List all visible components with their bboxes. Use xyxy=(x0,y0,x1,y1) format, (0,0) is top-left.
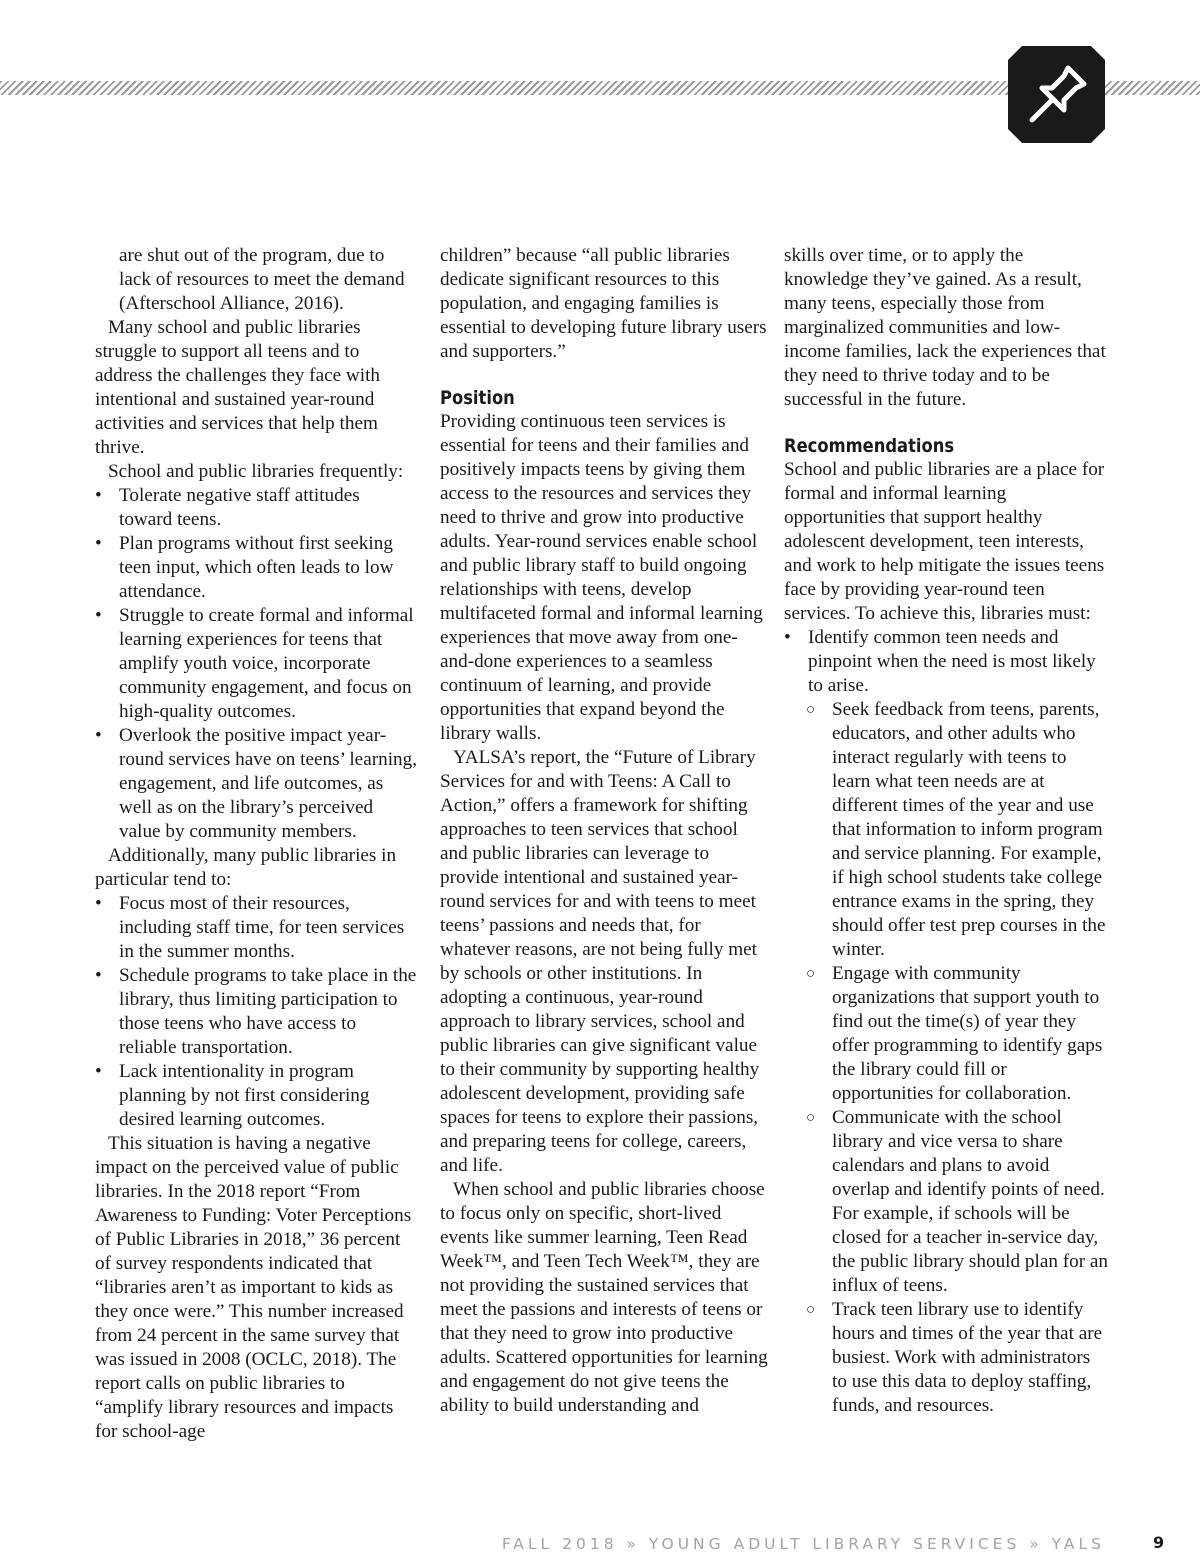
pushpin-icon xyxy=(1024,62,1090,128)
section-heading-position: Position xyxy=(440,387,515,409)
pushpin-badge xyxy=(1008,46,1105,143)
paragraph: Providing continuous teen services is essential for teens and their families and positively impacts teens by giving them access to the resources and services they need to thrive and grow into productive adults. Year-round services enable school and public library staff to build ongoing relationships with teens, develop multifaceted formal and informal learning experiences that move away from one-and-done experiences to a seamless continuum of learning, and provide opportunities that expand beyond the library walls. xyxy=(440,411,763,744)
column-middle xyxy=(440,244,770,1418)
list-item: • Struggle to create formal and informal learning experiences for teens that amplify youth voice, incorporate community engagement, and focus on high-quality outcomes. xyxy=(95,605,414,722)
paragraph: When school and public libraries choose to focus only on specific, short-lived events like summer learning, Teen Read Week™, and Teen Tech Week™, they are not providing the sustained services that meet the passions and interests of teens or that they need to grow into productive adults. Scattered opportunities for learning and engagement do not give teens the ability to build understanding and xyxy=(440,1179,768,1416)
paragraph: skills over time, or to apply the knowledge they’ve gained. As a result, many teens, especially those from marginalized communities and low-income families, lack the experiences that they need to thrive today and to be successful in the future. xyxy=(784,245,1106,410)
paragraph: This situation is having a negative impact on the perceived value of public libraries. In the 2018 report “From Awareness to Funding: Voter Perceptions of Public Libraries in 2018,” 36 percent of survey respondents indicated that “libraries aren’t as important to kids as they once were.” This number increased from 24 percent in the same survey that was issued in 2008 (OCLC, 2018). The report calls on public libraries to “amplify library resources and impacts for school-age xyxy=(95,1133,412,1442)
paragraph: School and public libraries are a place for formal and informal learning opportunities that support healthy adolescent development, teen interests, and work to help mitigate the issues teens face by providing year-round teen services. To achieve this, libraries must: xyxy=(784,459,1105,624)
paragraph: children” because “all public libraries dedicate significant resources to this population, and engaging families is essential to developing future library users and supporters.” xyxy=(440,245,767,362)
paragraph: School and public libraries frequently: xyxy=(108,461,404,482)
list-item: • Identify common teen needs and pinpoint when the need is most likely to arise. xyxy=(784,627,1096,696)
sub-list-item: ○ Engage with community organizations that support youth to find out the time(s) of year they offer programming to identify gaps the library could fill or opportunities for collaboration. xyxy=(806,963,1103,1104)
page-number: 9 xyxy=(1153,1533,1165,1552)
sub-list-item: ○ Communicate with the school library and vice versa to share calendars and plans to avoid overlap and identify points of need. For example, if schools will be closed for a teacher in-service day, the public library should plan for an influx of teens. xyxy=(806,1107,1109,1296)
sub-list-item: ○ Track teen library use to identify hours and times of the year that are busiest. Work with administrators to use this data to deploy staffing, funds, and resources. xyxy=(806,1299,1103,1416)
paragraph: Additionally, many public libraries in particular tend to: xyxy=(95,845,397,890)
paragraph: Many school and public libraries struggle to support all teens and to address the challenges they face with intentional and sustained year-round activities and services that help them thrive. xyxy=(95,317,381,458)
sub-list-item: ○ Seek feedback from teens, parents, educators, and other adults who interact regularly with teens to learn what teen needs are at different times of the year and use that information to inform program and service planning. For example, if high school students take college entrance exams in the spring, they should offer test prep courses in the winter. xyxy=(806,699,1106,960)
paragraph: YALSA’s report, the “Future of Library Services for and with Teens: A Call to Action,” offers a framework for shifting approaches to teen services that school and public libraries can leverage to provide intentional and sustained year-round services for and with teens to meet teens’ passions and needs that, for whatever reasons, are not being fully met by schools or other institutions. In adopting a continuous, year-round approach to library services, school and public libraries can give significant value to their community by supporting healthy adolescent development, providing safe spaces for teens to explore their passions, and preparing teens for college, careers, and life. xyxy=(440,747,760,1176)
list-item: • Schedule programs to take place in the library, thus limiting participation to those teens who have access to reliable transportation. xyxy=(95,965,417,1058)
running-footer: FALL 2018 » YOUNG ADULT LIBRARY SERVICES » YALS xyxy=(501,1535,1105,1553)
column-left xyxy=(95,244,417,1444)
section-heading-recommendations: Recommendations xyxy=(784,435,955,457)
list-item: • Tolerate negative staff attitudes toward teens. xyxy=(95,485,360,530)
list-item: • Focus most of their resources, including staff time, for teen services in the summer months. xyxy=(95,893,405,962)
list-item: • Lack intentionality in program planning by not first considering desired learning outcomes. xyxy=(95,1061,370,1130)
list-item: • Plan programs without first seeking teen input, which often leads to low attendance. xyxy=(95,533,394,602)
list-item: • Overlook the positive impact year-round services have on teens’ learning, engagement, and life outcomes, as well as on the library’s perceived value by community members. xyxy=(95,725,418,842)
column-right xyxy=(784,244,1109,1418)
paragraph: are shut out of the program, due to lack of resources to meet the demand (Afterschool Alliance, 2016). xyxy=(119,245,405,314)
